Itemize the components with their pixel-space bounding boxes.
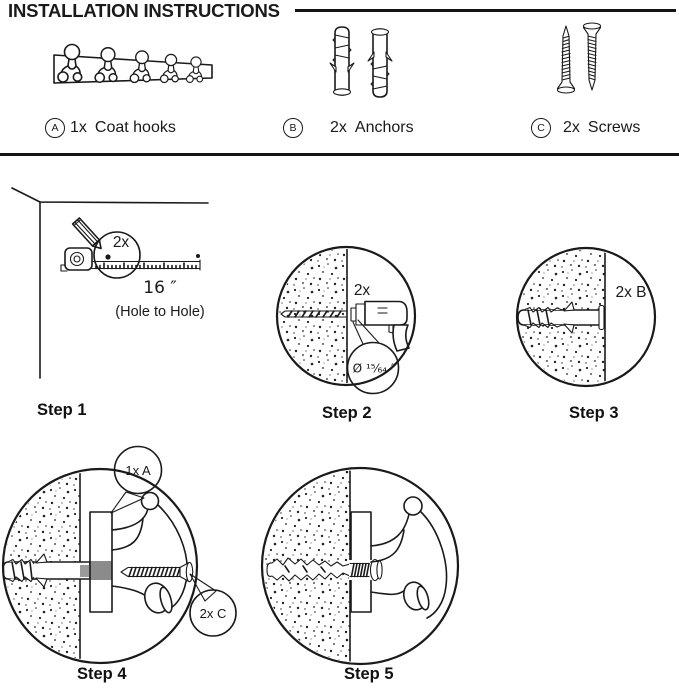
part-label-coat-hooks: [45, 118, 176, 138]
callout-bubble-icon: [348, 320, 399, 394]
part-qty-c: 2x: [563, 119, 580, 136]
part-letter-c-icon: C: [531, 118, 551, 138]
coat-hook-side-icon: [112, 493, 187, 616]
header-rule: [295, 9, 676, 12]
part-qty-b: 2x: [330, 119, 347, 136]
anchor-plug: [90, 561, 112, 580]
wall-anchors-icon: [330, 22, 394, 102]
page-title: INSTALLATION INSTRUCTIONS: [8, 0, 280, 21]
part-name-c: Screws: [587, 119, 641, 136]
step4-illustration: [0, 438, 246, 668]
step4-callout-plate: 1x A: [125, 463, 151, 478]
step2-label: Step 2: [322, 404, 372, 422]
step5-label: Step 5: [344, 665, 394, 683]
part-letter-b-icon: B: [283, 118, 303, 138]
step3-insert-count: 2x B: [615, 284, 647, 301]
part-label-anchors: [283, 118, 414, 138]
tape-measure-icon: [61, 248, 200, 271]
mark-dot-icon: [196, 254, 200, 258]
screws-icon: [553, 20, 605, 98]
part-letter-a-icon: A: [45, 118, 65, 138]
step1-illustration: [8, 175, 218, 385]
wall-cross-section-icon: [277, 247, 347, 385]
mark-dot-icon: [105, 254, 110, 259]
step3-label: Step 3: [569, 404, 619, 422]
coat-hook-side-icon: [371, 497, 447, 618]
step1-marks-count: 2x: [112, 234, 130, 251]
step1-label: Step 1: [37, 401, 87, 419]
step2-holes-count: 2x: [353, 282, 371, 299]
part-name-b: Anchors: [354, 119, 414, 136]
section-divider: [0, 153, 679, 156]
screw-horizontal-icon: [121, 562, 193, 581]
step4-callout-screw: 2x C: [199, 606, 227, 621]
coat-hook-rack-icon: [48, 33, 218, 97]
step2-drill-size: Ø ¹⁵⁄₆₄ ″: [352, 361, 396, 376]
anchor-plug: [80, 565, 90, 577]
step5-illustration: [255, 466, 467, 672]
step1-note: (Hole to Hole): [115, 304, 205, 320]
step3-illustration: [512, 244, 662, 394]
step2-illustration: [268, 238, 420, 398]
wall-corner-icon: [12, 188, 208, 378]
step1-measurement: 16 ″: [143, 278, 177, 298]
step4-label: Step 4: [77, 665, 127, 683]
callout-bubble-icon: [190, 574, 236, 636]
part-name-a: Coat hooks: [94, 119, 176, 136]
part-qty-a: 1x: [70, 119, 87, 136]
part-label-screws: [531, 118, 640, 138]
